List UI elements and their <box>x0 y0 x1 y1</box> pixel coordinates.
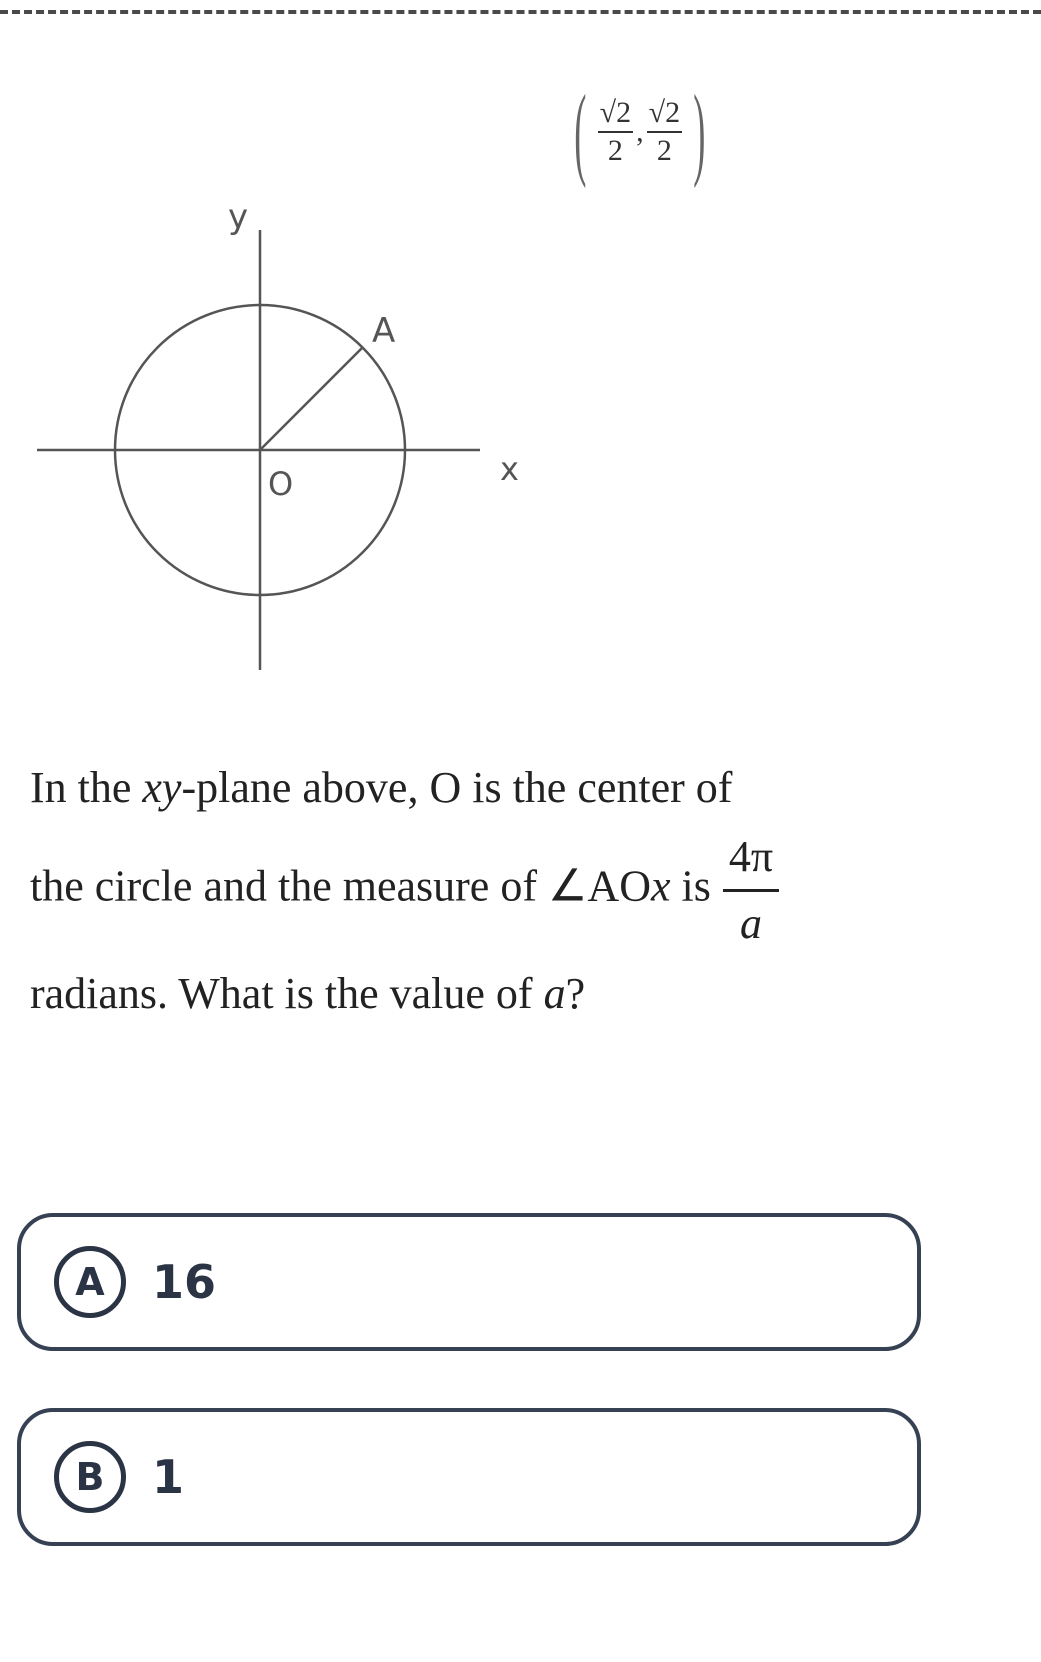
open-paren: ( <box>574 74 587 189</box>
y-numerator: √2 <box>647 98 682 133</box>
close-paren: ) <box>693 74 706 189</box>
answer-choice-a[interactable] <box>17 1213 921 1351</box>
point-a-coordinates <box>563 74 717 189</box>
radius-oa <box>260 348 362 450</box>
choice-value-b: 1 <box>152 1450 185 1504</box>
x-denominator: 2 <box>607 134 623 167</box>
coordinate-separator: , <box>636 115 644 148</box>
y-denominator: 2 <box>656 134 672 167</box>
x-coordinate-fraction <box>598 98 633 166</box>
choice-value-a: 16 <box>152 1255 217 1309</box>
dashed-divider <box>0 10 1041 14</box>
y-axis-label: y <box>228 197 249 237</box>
question-line-1: In the xy-plane above, O is the center of <box>30 763 733 812</box>
fraction-numerator: 4π <box>723 835 779 892</box>
choice-letter-b: B <box>54 1441 126 1513</box>
choice-letter-a: A <box>54 1246 126 1318</box>
x-axis-label: x <box>500 450 519 488</box>
answer-choice-b[interactable] <box>17 1408 921 1546</box>
point-a-label: A <box>372 311 396 351</box>
unit-circle-diagram <box>0 190 560 680</box>
fraction-denominator: a <box>739 899 762 948</box>
question-line-3: radians. What is the value of a? <box>30 969 586 1018</box>
angle-fraction <box>723 832 779 948</box>
question-line-2: the circle and the measure of ∠AOx is $\frac{4\pi}{a}$ <box>30 835 920 946</box>
x-numerator: √2 <box>598 98 633 133</box>
y-coordinate-fraction <box>647 98 682 166</box>
question-text <box>30 740 920 1041</box>
origin-label: O <box>268 465 294 503</box>
